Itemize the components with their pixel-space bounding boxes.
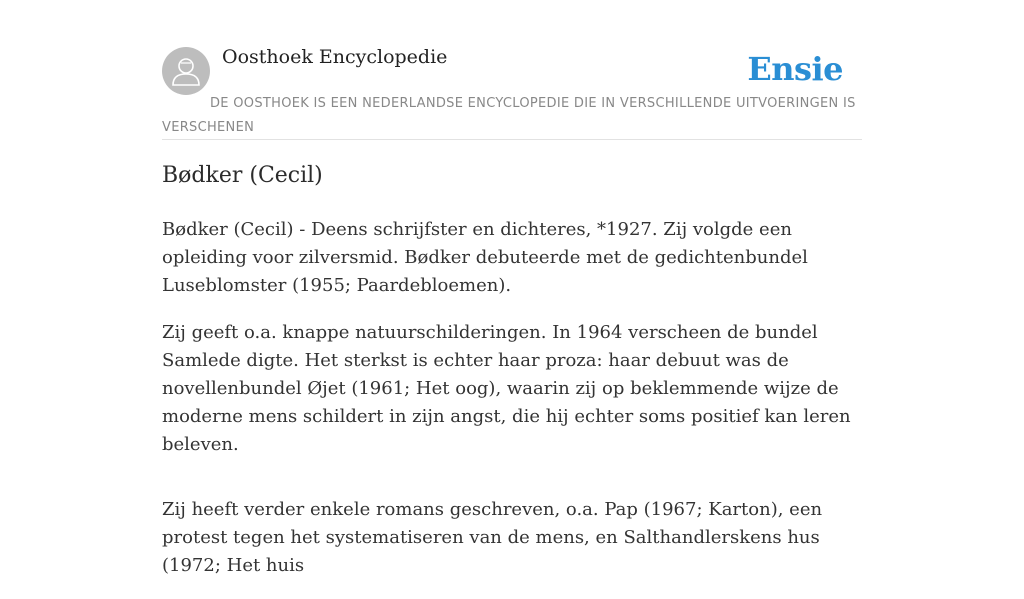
avatar[interactable]	[162, 47, 210, 95]
article-paragraph: Bødker (Cecil) - Deens schrijfster en dichteres, *1927. Zij volgde een opleiding voor zilversmid. Bødker debuteerde met de gedichtenbundel Luseblomster (1955; Paardebloemen).	[162, 219, 808, 296]
site-tagline: DE OOSTHOEK IS EEN NEDERLANDSE ENCYCLOPEDIE DIE IN VERSCHILLENDE UITVOERINGEN IS VERSCHENEN	[162, 96, 856, 135]
article-body	[162, 216, 862, 599]
article-title: Bødker (Cecil)	[162, 163, 323, 188]
header-divider	[162, 139, 862, 140]
article-paragraph: Zij heeft verder enkele romans geschreven, o.a. Pap (1967; Karton), een protest tegen het systematiseren van de mens, en Salthandlerskens hus (1972; Het huis	[162, 499, 823, 576]
site-name[interactable]: Oosthoek Encyclopedie	[222, 46, 448, 68]
user-icon	[162, 47, 210, 95]
brand-logo[interactable]: Ensie	[747, 50, 843, 88]
article-paragraph: Zij geeft o.a. knappe natuurschilderingen. In 1964 verscheen de bundel Samlede digte. Het sterkst is echter haar proza: haar debuut was de novellenbundel Øjet (1961; Het oog), waarin zij op beklemmende wijze de moderne mens schildert in zijn angst, die hij echter soms positief kan leren beleven.	[162, 322, 851, 455]
